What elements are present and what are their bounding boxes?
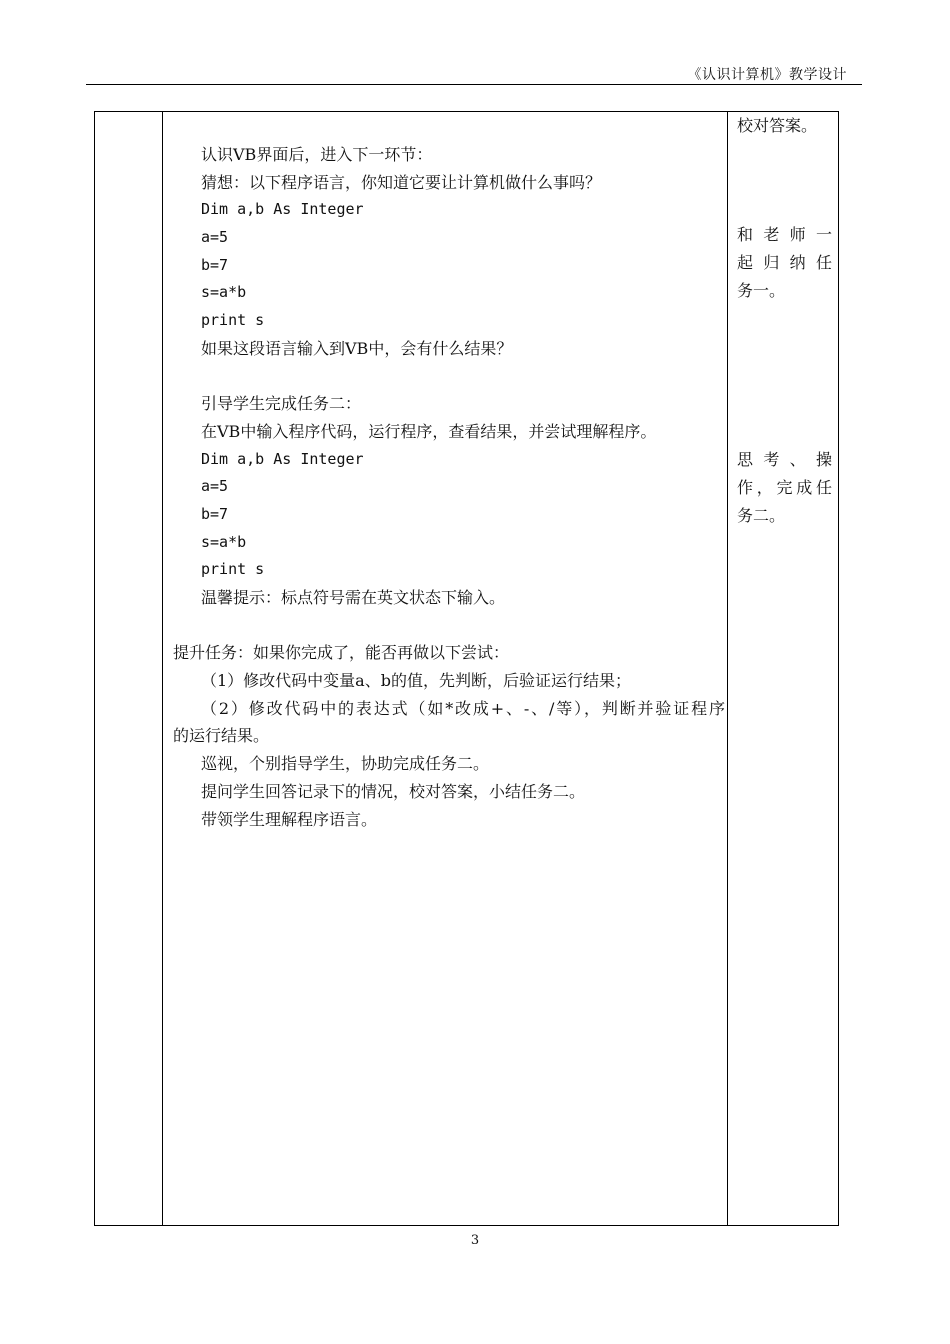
student-note-task2	[737, 446, 832, 530]
page-number: 3	[470, 1233, 480, 1248]
task2-title: 引导学生完成任务二：	[201, 394, 362, 414]
lead-text: 带领学生理解程序语言。	[201, 809, 378, 829]
code-line: a=5	[201, 477, 229, 496]
header-rule	[86, 84, 862, 85]
teacher-activity-column	[173, 141, 725, 833]
task2-instruction: 在VB中输入程序代码，运行程序，查看结果，并尝试理解程序。	[201, 421, 657, 441]
student-note-line: 起归纳任	[737, 253, 832, 272]
spacer	[173, 612, 725, 640]
upgrade-task-title: 提升任务：如果你完成了，能否再做以下尝试：	[173, 643, 510, 663]
spacer	[173, 363, 725, 391]
code-line: Dim a,b As Integer	[201, 449, 364, 468]
code-line: s=a*b	[201, 283, 247, 302]
code-line: a=5	[201, 228, 229, 247]
code-line: b=7	[201, 255, 229, 274]
code-line: s=a*b	[201, 532, 247, 551]
intro-text: 认识VB界面后，进入下一环节：	[201, 145, 433, 164]
student-note-summary	[737, 221, 832, 305]
student-note-line: 务一。	[737, 281, 786, 300]
result-question: 如果这段语言输入到VB中，会有什么结果？	[201, 338, 513, 358]
upgrade-item-1: （1）修改代码中变量a、b的值，先判断，后验证运行结果；	[201, 671, 631, 691]
student-note-line: 和老师一	[737, 225, 832, 244]
code-line: Dim a,b As Integer	[201, 200, 364, 219]
student-note-line: 务二。	[737, 506, 786, 525]
code-block-1	[173, 196, 725, 334]
student-note-line: 作，完成任	[737, 478, 832, 497]
code-block-2	[173, 446, 725, 584]
code-line: print s	[201, 560, 265, 579]
patrol-text: 巡视，个别指导学生，协助完成任务二。	[201, 754, 490, 774]
lesson-table	[94, 111, 839, 1226]
upgrade-item-2: （2）修改代码中的表达式（如*改成+、-、/等），判断并验证程序	[201, 698, 725, 718]
warm-tip: 温馨提示：标点符号需在英文状态下输入。	[201, 588, 506, 607]
student-note-line: 校对答案。	[737, 116, 818, 135]
student-note-check	[737, 112, 832, 140]
guess-prompt: 猜想：以下程序语言，你知道它要让计算机做什么事吗？	[201, 172, 602, 192]
column-divider-left	[162, 112, 163, 1225]
column-divider-right	[727, 112, 728, 1225]
review-text: 提问学生回答记录下的情况，校对答案，小结任务二。	[201, 781, 586, 801]
code-line: print s	[201, 311, 265, 330]
code-line: b=7	[201, 504, 229, 523]
student-note-line: 思考、操	[737, 450, 832, 469]
upgrade-item-2-continued: 的运行结果。	[173, 726, 270, 746]
document-header-title: 《认识计算机》教学设计	[687, 67, 847, 83]
